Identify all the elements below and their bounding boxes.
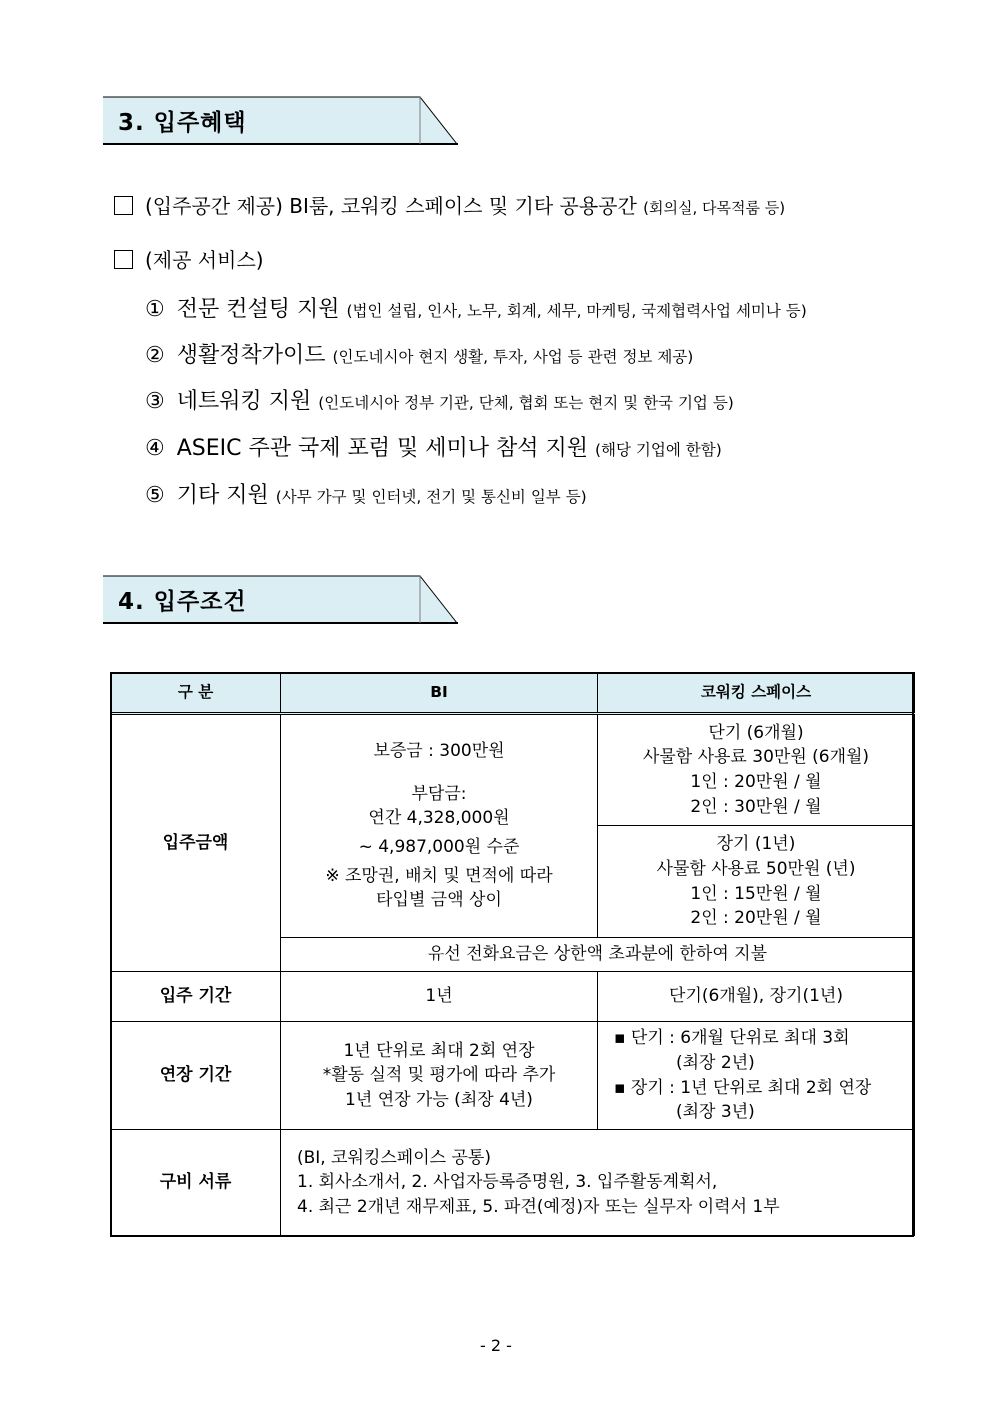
- section-4-heading: [102, 575, 458, 623]
- docs-line: 1. 회사소개서, 2. 사업자등록증명원, 3. 입주활동계획서,: [297, 1172, 718, 1193]
- benefit-line-services: [114, 244, 264, 273]
- fee-bi-line: 타입별 금액 상이: [376, 890, 502, 911]
- service-number: ④: [145, 436, 165, 461]
- table-row-fee: [111, 714, 915, 826]
- checkbox-square-icon: [114, 196, 133, 215]
- extension-bi-line: *활동 실적 및 평가에 따라 추가: [322, 1065, 556, 1086]
- fee-long-line: 2인 : 20만원 / 월: [690, 908, 822, 929]
- extension-bi-line: 1년 단위로 최대 2회 연장: [343, 1040, 535, 1061]
- table-row-period: [111, 972, 915, 1022]
- service-item: [145, 292, 807, 323]
- service-main: 생활정착가이드: [176, 343, 326, 368]
- fee-bi-line: ※ 조망권, 배치 및 면적에 따라: [325, 865, 553, 886]
- benefit-space-main: (입주공간 제공) BI룸, 코워킹 스페이스 및 기타 공용공간: [145, 194, 637, 218]
- period-bi: 1년: [281, 972, 598, 1022]
- fee-long-line: 장기 (1년): [716, 834, 796, 855]
- fee-bi-line: ~ 4,987,000원 수준: [358, 837, 520, 857]
- extension-coworking: [598, 1022, 915, 1130]
- period-label: 입주 기간: [111, 972, 281, 1022]
- service-note: (해당 기업에 한함): [594, 441, 722, 459]
- header-bi: BI: [281, 673, 598, 714]
- docs-label: 구비 서류: [111, 1130, 281, 1236]
- benefit-space-note: (회의실, 다목적룸 등): [643, 199, 786, 217]
- extension-bi-line: 1년 연장 가능 (최장 4년): [345, 1089, 533, 1110]
- fee-short-line: 1인 : 20만원 / 월: [690, 772, 822, 792]
- fee-long-line: 사물함 사용료 50만원 (년): [656, 858, 856, 879]
- section-3-title: 3. 입주혜택: [118, 110, 247, 136]
- docs-line: 4. 최근 2개년 재무제표, 5. 파견(예정)자 또는 실무자 이력서 1부: [297, 1196, 780, 1217]
- extension-label: 연장 기간: [111, 1022, 281, 1130]
- extension-cw-line: ▪ 단기 : 6개월 단위로 최대 3회: [614, 1028, 850, 1049]
- service-item: [145, 478, 587, 509]
- period-coworking: 단기(6개월), 장기(1년): [598, 972, 915, 1022]
- fee-short-line: 단기 (6개월): [708, 722, 804, 743]
- benefit-services-main: (제공 서비스): [145, 248, 264, 272]
- service-main: ASEIC 주관 국제 포럼 및 세미나 참석 지원: [176, 436, 588, 461]
- table-row-docs: [111, 1130, 915, 1236]
- fee-bi-line: 부담금:: [411, 783, 467, 804]
- fee-coworking-long: [598, 826, 915, 938]
- extension-bi: [281, 1022, 598, 1130]
- service-note: (인도네시아 정부 기관, 단체, 협회 또는 현지 및 한국 기업 등): [318, 394, 734, 412]
- extension-cw-line: (최장 3년): [676, 1102, 755, 1123]
- service-item: [145, 384, 734, 415]
- page-number: - 2 -: [480, 1336, 512, 1355]
- docs-content: [281, 1130, 915, 1236]
- header-category: 구 분: [111, 673, 281, 714]
- fee-bi-cell: [281, 714, 598, 938]
- table-header-row: [111, 673, 915, 714]
- service-note: (법인 설립, 인사, 노무, 회계, 세무, 마케팅, 국제협력사업 세미나 등): [346, 302, 807, 320]
- fee-bi-line: 연간 4,328,000원: [368, 808, 510, 829]
- section-4-title: 4. 입주조건: [118, 589, 247, 615]
- service-main: 네트워킹 지원: [176, 389, 312, 414]
- docs-line: (BI, 코워킹스페이스 공통): [297, 1147, 491, 1168]
- service-item: [145, 338, 693, 369]
- extension-cw-line: ▪ 장기 : 1년 단위로 최대 2회 연장: [614, 1077, 872, 1098]
- fee-phone-note: 유선 전화요금은 상한액 초과분에 한하여 지불: [281, 938, 915, 972]
- fee-long-line: 1인 : 15만원 / 월: [690, 883, 822, 904]
- checkbox-square-icon: [114, 250, 133, 269]
- fee-coworking-short: [598, 714, 915, 826]
- service-number: ⑤: [145, 483, 165, 508]
- fee-bi-line: 보증금 : 300만원: [373, 741, 505, 762]
- benefit-line-space: [114, 190, 785, 219]
- fee-label: 입주금액: [111, 714, 281, 972]
- table-row-extension: [111, 1022, 915, 1130]
- extension-cw-line: (최장 2년): [676, 1052, 755, 1073]
- header-coworking: 코워킹 스페이스: [598, 673, 915, 714]
- service-note: (인도네시아 현지 생활, 투자, 사업 등 관련 정보 제공): [332, 348, 694, 366]
- service-main: 기타 지원: [176, 483, 269, 508]
- fee-short-line: 2인 : 30만원 / 월: [690, 796, 822, 817]
- service-item: [145, 431, 722, 462]
- service-number: ③: [145, 389, 165, 414]
- service-number: ②: [145, 343, 165, 368]
- service-number: ①: [145, 297, 165, 322]
- section-3-heading: [102, 96, 458, 144]
- service-main: 전문 컨설팅 지원: [176, 297, 340, 322]
- service-note: (사무 가구 및 인터넷, 전기 및 통신비 일부 등): [275, 488, 587, 506]
- fee-short-line: 사물함 사용료 30만원 (6개월): [642, 747, 870, 768]
- conditions-table: [110, 672, 915, 1236]
